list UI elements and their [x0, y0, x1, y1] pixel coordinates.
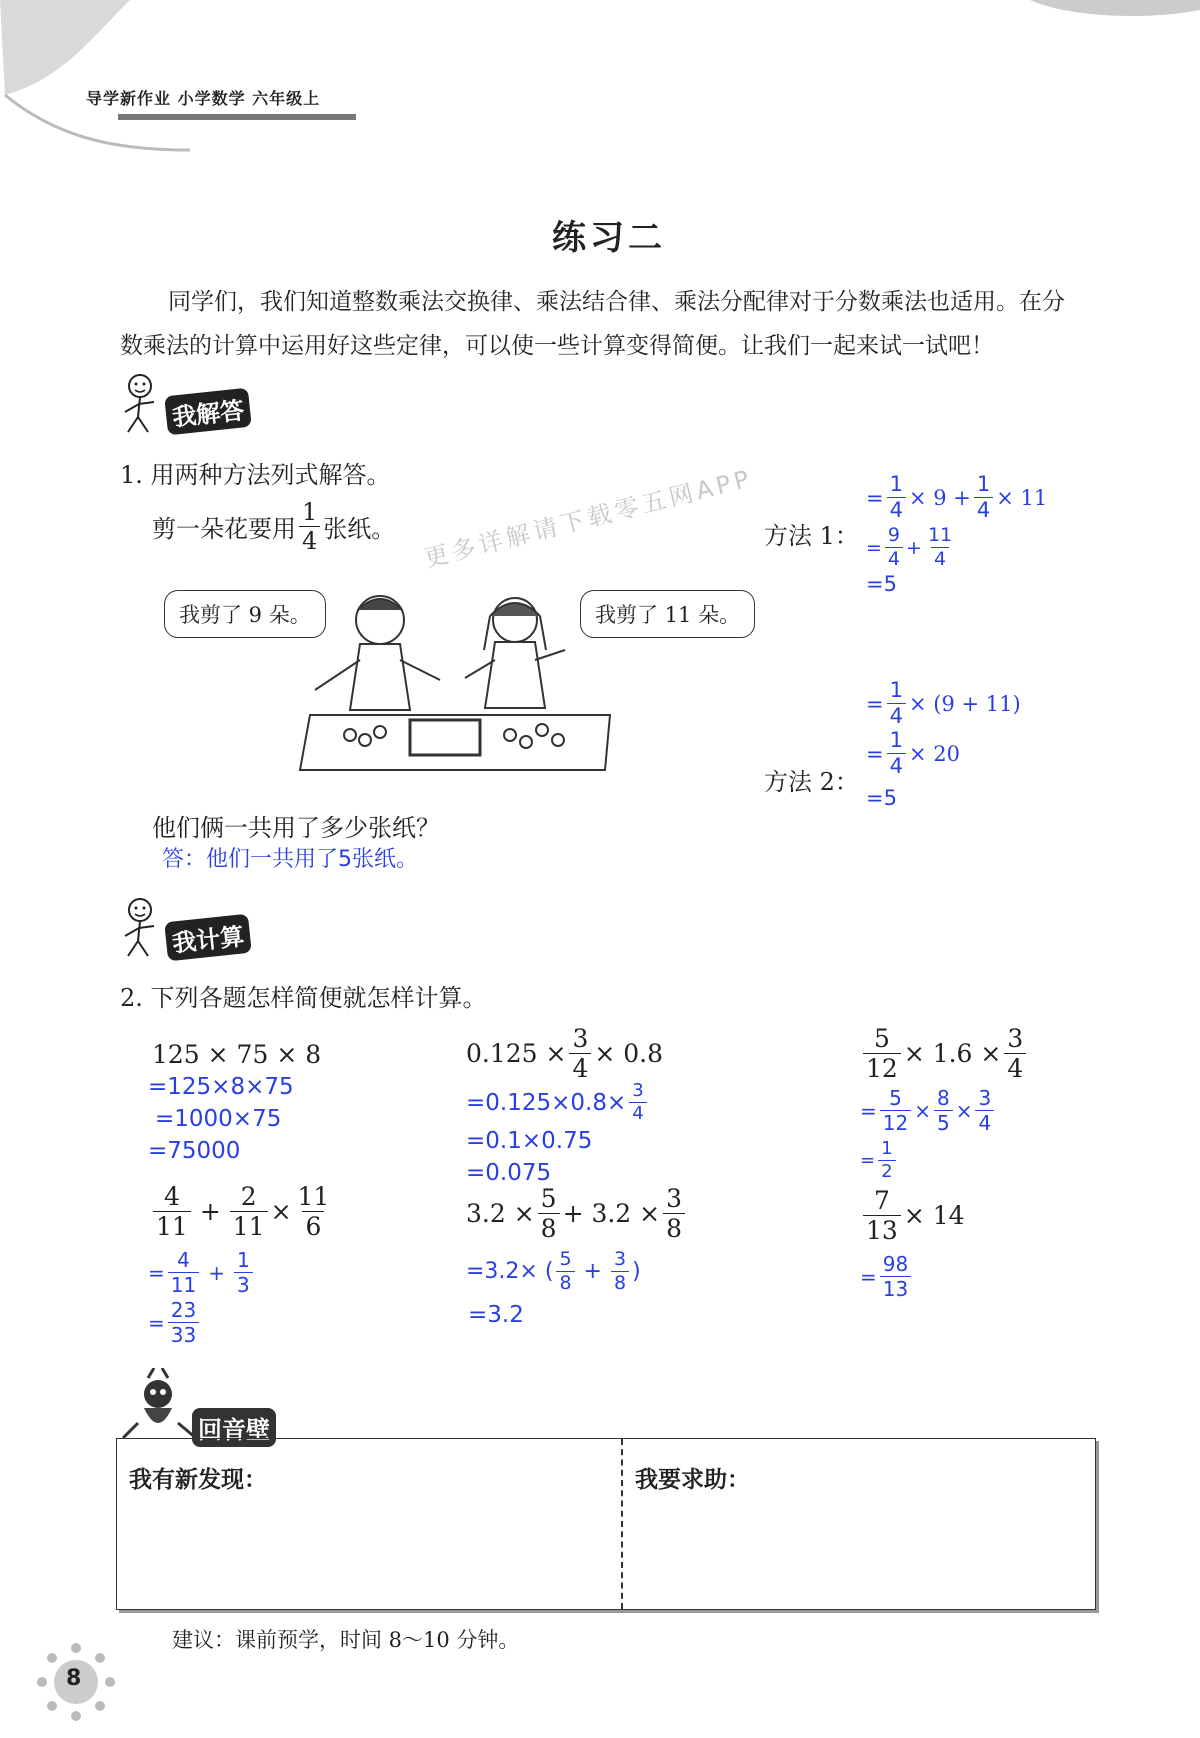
equals-sign: =	[860, 1150, 876, 1171]
fraction-numerator: 11	[927, 524, 953, 546]
reflection-box	[116, 1438, 1096, 1610]
fraction-numerator: 1	[976, 472, 991, 496]
fraction-numerator: 23	[170, 1298, 197, 1322]
fraction-denominator: 13	[880, 1276, 911, 1299]
problem1-expression: 125 × 75 × 8	[152, 1040, 322, 1069]
intro-line-1: 同学们，我们知道整数乘法交换律、乘法结合律、乘法分配律对于分数乘法也适用。在分	[168, 289, 1065, 315]
method2-result: =5	[866, 786, 897, 810]
fraction-denominator: 4	[629, 1102, 646, 1123]
equals-sign: =	[866, 485, 884, 510]
q1-answer: 答：他们一共用了5张纸。	[162, 847, 418, 872]
reflection-help-label: 我要求助：	[635, 1467, 750, 1493]
speech-bubble-boy: 我剪了 9 朵。	[164, 590, 326, 638]
fraction-denominator: 13	[863, 1215, 901, 1243]
reflection-divider	[621, 1439, 623, 1609]
equals-sign: =	[860, 1098, 877, 1123]
header-rule	[118, 114, 356, 120]
fraction-denominator: 4	[974, 497, 993, 521]
fraction-denominator: 4	[975, 1110, 994, 1133]
problem3-expression	[860, 1026, 1029, 1081]
fraction-denominator: 11	[168, 1272, 199, 1295]
fraction-denominator: 33	[168, 1322, 199, 1345]
expr-part: × 14	[903, 1201, 965, 1230]
section-badge-answer: 我解答	[164, 388, 252, 436]
plus-sign: +	[199, 1197, 221, 1226]
method1-term: × 11	[996, 485, 1048, 510]
fraction-numerator: 98	[882, 1252, 909, 1276]
step-text: )	[632, 1259, 641, 1284]
method1-step1	[866, 474, 1047, 521]
fraction-denominator: 4	[887, 703, 906, 727]
plus-sign: +	[208, 1260, 225, 1285]
fraction-denominator: 6	[302, 1211, 324, 1239]
section-badge-calculate: 我计算	[164, 914, 252, 962]
fraction-denominator: 12	[863, 1053, 901, 1081]
reflection-discovery-label: 我有新发现：	[129, 1467, 267, 1493]
children-cutting-flowers-illustration	[290, 580, 620, 780]
method1-result: =5	[866, 572, 897, 596]
times-sign: ×	[955, 1098, 973, 1123]
fraction-numerator: 4	[177, 1248, 190, 1272]
intro-line-2: 数乘法的计算中运用好这些定律，可以使一些计算变得简便。让我们一起来试一试吧！	[120, 333, 994, 359]
fraction-denominator: 3	[234, 1272, 253, 1295]
fraction-numerator: 9	[887, 524, 901, 546]
fraction-denominator: 8	[556, 1271, 574, 1293]
fraction-numerator: 3	[1007, 1024, 1024, 1053]
method1-label: 方法 1：	[764, 522, 859, 550]
problem2-step3: =0.075	[466, 1160, 552, 1186]
watermark-text: 更多详解请下载零五网APP	[421, 464, 756, 573]
fraction-numerator: 11	[297, 1182, 330, 1211]
fraction-numerator: 5	[540, 1184, 557, 1213]
problem5-step1	[466, 1250, 641, 1293]
page-number: 8	[66, 1666, 82, 1691]
fraction-denominator: 8	[663, 1213, 685, 1241]
fraction-denominator: 8	[611, 1271, 629, 1293]
fraction-numerator: 1	[236, 1248, 250, 1272]
fraction-denominator: 4	[887, 753, 906, 777]
fraction-numerator: 5	[873, 1024, 890, 1053]
footer-advice: 建议：课前预学，时间 8～10 分钟。	[172, 1628, 520, 1652]
q2-label: 2. 下列各题怎样简便就怎样计算。	[120, 984, 487, 1012]
q1-question: 他们俩一共用了多少张纸？	[152, 814, 440, 842]
problem1-step2: =1000×75	[155, 1106, 282, 1132]
expr-part: × 1.6 ×	[903, 1039, 1002, 1068]
method1-step2	[866, 526, 958, 569]
q1-stem-post: 张纸。	[323, 515, 396, 543]
q1-stem	[152, 500, 395, 553]
step-text: =3.2× (	[466, 1259, 554, 1284]
equals-sign: =	[148, 1260, 165, 1285]
problem3-step2	[860, 1140, 899, 1181]
method2-step2	[866, 730, 960, 777]
problem2-step1	[466, 1082, 650, 1123]
fraction-numerator: 3	[572, 1024, 589, 1053]
fraction-numerator: 3	[978, 1086, 992, 1110]
q1-stem-fraction	[299, 500, 320, 553]
times-sign: ×	[914, 1098, 931, 1123]
equals-sign: =	[866, 536, 882, 559]
expr-part: 0.125 ×	[466, 1039, 567, 1068]
fraction-numerator: 3	[613, 1248, 627, 1270]
stick-figure-icon	[120, 372, 166, 436]
fraction-numerator: 1	[302, 498, 318, 526]
step-text: =0.125×0.8×	[466, 1089, 627, 1116]
fraction-denominator: 4	[299, 526, 320, 553]
problem4-step2	[148, 1300, 202, 1345]
problem1-step1: =125×8×75	[148, 1074, 294, 1100]
equals-sign: =	[866, 741, 884, 766]
problem5-step2: =3.2	[468, 1302, 524, 1328]
fraction-denominator: 11	[153, 1211, 191, 1239]
page-title: 练习二	[552, 218, 666, 258]
stick-figure-icon	[120, 896, 166, 960]
times-sign: ×	[270, 1197, 292, 1226]
speech-bubble-girl: 我剪了 11 朵。	[580, 590, 755, 638]
fraction-denominator: 4	[569, 1053, 591, 1081]
fraction-numerator: 1	[881, 1138, 893, 1159]
equals-sign: =	[866, 691, 884, 716]
fraction-numerator: 7	[873, 1186, 890, 1215]
method2-term: × (9 + 11)	[908, 691, 1021, 716]
corner-top-right-decoration	[1010, 0, 1200, 30]
plus-sign: +	[906, 536, 922, 559]
bird-mascot-icon	[118, 1368, 198, 1448]
fraction-denominator: 5	[934, 1110, 953, 1133]
problem6-step1	[860, 1254, 914, 1299]
fraction-denominator: 4	[885, 547, 903, 569]
expr-part: 3.2 ×	[466, 1199, 535, 1228]
fraction-denominator: 11	[230, 1211, 268, 1239]
method2-term: × 20	[908, 741, 960, 766]
fraction-denominator: 4	[887, 497, 906, 521]
fraction-numerator: 1	[889, 728, 903, 752]
fraction-numerator: 2	[240, 1182, 257, 1211]
problem5-expression	[466, 1186, 688, 1241]
q1-stem-pre: 剪一朵花要用	[152, 515, 296, 543]
fraction-numerator: 5	[889, 1086, 902, 1110]
plus-sign: +	[583, 1259, 602, 1284]
fraction-denominator: 8	[538, 1213, 560, 1241]
fraction-denominator: 4	[1004, 1053, 1026, 1081]
fraction-numerator: 5	[559, 1248, 572, 1270]
fraction-numerator: 4	[163, 1182, 180, 1211]
equals-sign: =	[148, 1310, 165, 1335]
q1-label: 1. 用两种方法列式解答。	[120, 461, 391, 489]
fraction-numerator: 3	[666, 1184, 683, 1213]
problem2-expression	[466, 1026, 663, 1081]
problem4-step1	[148, 1250, 256, 1295]
method1-term: × 9 +	[908, 485, 971, 510]
problem1-step3: =75000	[148, 1138, 241, 1164]
section-badge-echo-wall: 回音壁	[192, 1408, 276, 1447]
equals-sign: =	[860, 1264, 877, 1289]
method2-label: 方法 2：	[764, 768, 859, 796]
problem6-expression	[860, 1188, 965, 1243]
fraction-numerator: 1	[889, 678, 903, 702]
problem3-step1	[860, 1088, 997, 1133]
series-header: 导学新作业 小学数学 六年级上	[86, 89, 321, 108]
method2-step1	[866, 680, 1021, 727]
expr-part: × 0.8	[594, 1039, 664, 1068]
fraction-numerator: 3	[632, 1080, 644, 1101]
fraction-numerator: 8	[936, 1086, 950, 1110]
fraction-denominator: 4	[931, 547, 949, 569]
problem4-expression	[150, 1184, 335, 1239]
problem2-step2: =0.1×0.75	[466, 1128, 593, 1154]
fraction-denominator: 12	[880, 1110, 911, 1133]
fraction-denominator: 2	[878, 1160, 895, 1181]
fraction-numerator: 1	[889, 472, 903, 496]
expr-part: + 3.2 ×	[562, 1199, 661, 1228]
